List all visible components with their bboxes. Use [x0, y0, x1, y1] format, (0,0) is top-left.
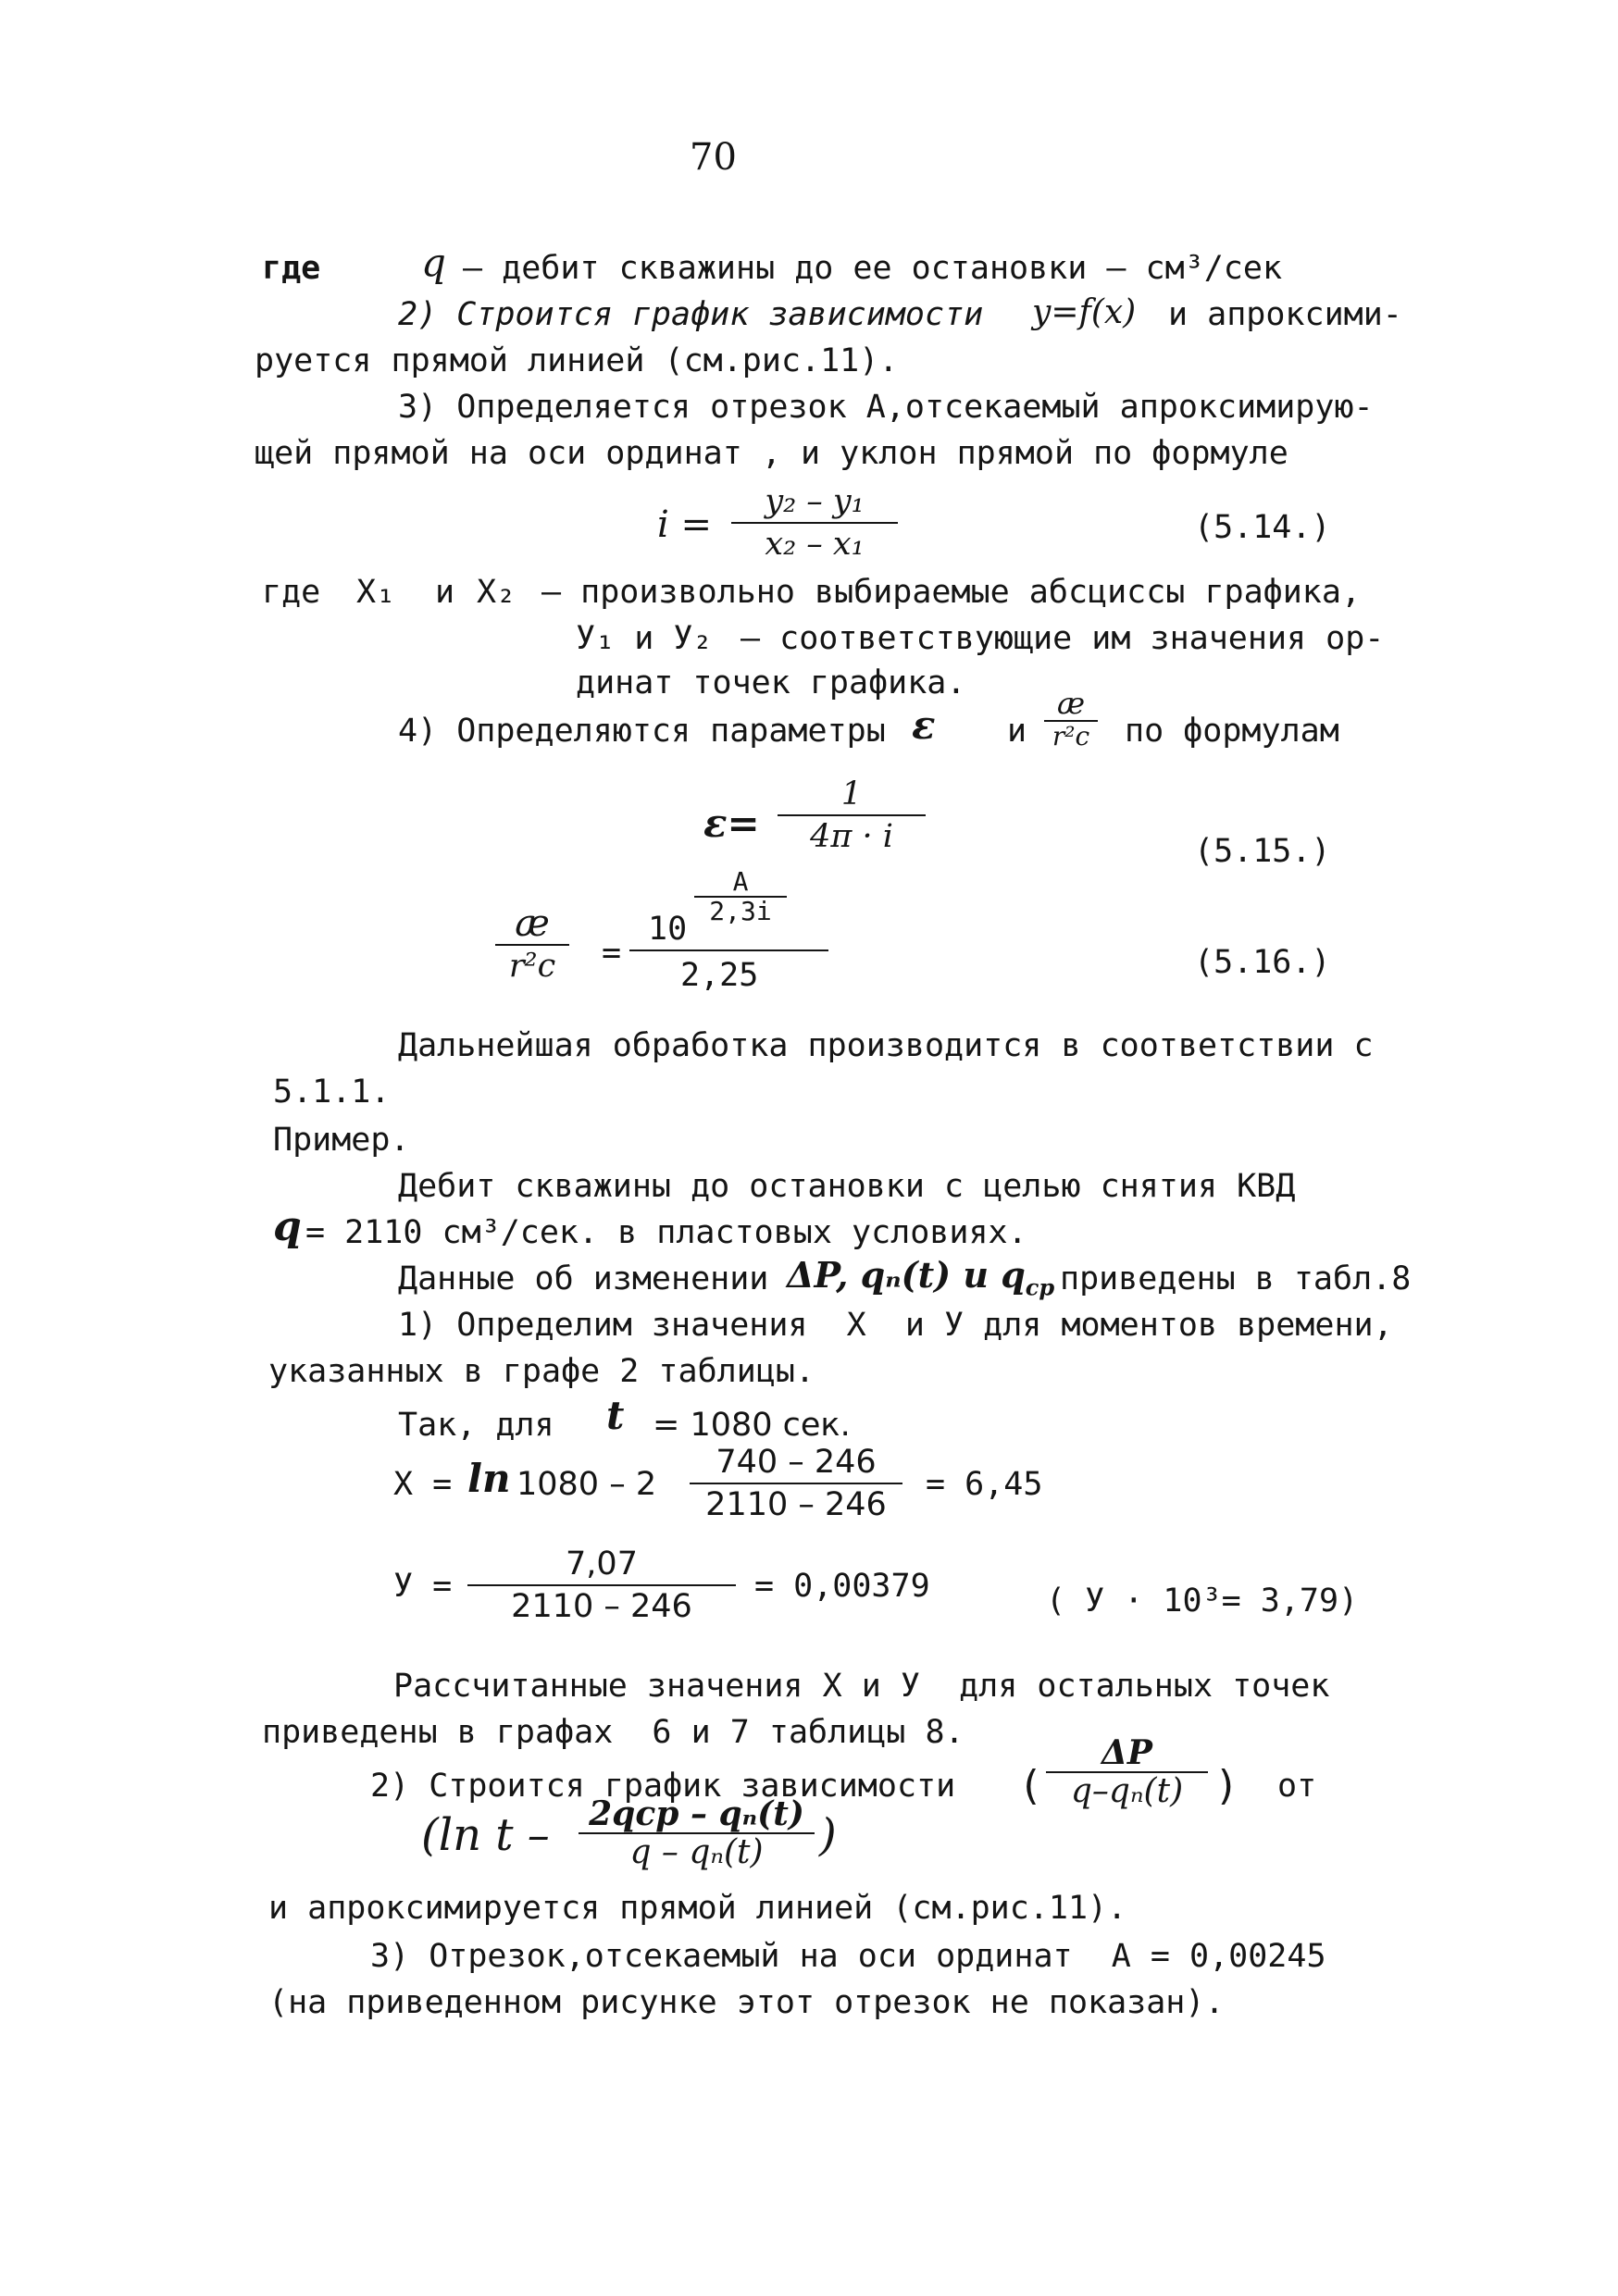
fraction-denominator: q–qₙ(t): [1070, 1772, 1184, 1810]
text-line: Дебит скважины до остановки с целью снятия КВД: [398, 1168, 1296, 1205]
fraction-denominator: r²c: [1052, 721, 1090, 751]
text-line: 3) Отрезок,отсекаемый на оси ординат А = 0,00245: [370, 1938, 1326, 1975]
page-number: 70: [690, 136, 737, 179]
text-line: указанных в графе 2 таблицы.: [268, 1353, 815, 1390]
text-line: по формулам: [1125, 713, 1339, 750]
where-label: где: [262, 574, 321, 611]
text-line: Дальнейшая обработка производится в соответствии с: [398, 1027, 1374, 1064]
symbols-dp-qn-qcp: [787, 1255, 1054, 1309]
text-line: приведены в графах 6 и 7 таблицы 8.: [262, 1714, 965, 1751]
formula-5-16-lhs-fraction: [495, 903, 569, 987]
text-line: динат точек графика.: [576, 664, 966, 701]
text-line: Рассчитанные значения X и У для остальных точек: [393, 1668, 1330, 1705]
ln-t-close: ): [819, 1809, 837, 1861]
symbol-y1-y2: У₁ и У₂: [576, 620, 713, 657]
paren-open: (: [1018, 1762, 1043, 1809]
text-line: и апроксимируется прямой линией (см.рис.11).: [268, 1890, 1127, 1927]
exponent-fraction: [694, 868, 787, 925]
fraction-numerator: y₂ – y₁: [765, 483, 865, 520]
text-line: и: [1007, 713, 1027, 750]
y-result: = 0,00379: [754, 1568, 930, 1605]
symbol-ln: ln: [467, 1456, 511, 1501]
y-fraction: [467, 1544, 736, 1627]
power-base: 10: [648, 911, 688, 948]
equation-number: (5.14.): [1194, 509, 1331, 546]
symbol-epsilon: ε: [912, 702, 936, 748]
text-line: и апроксими-: [1168, 296, 1402, 333]
text-line: = 1080 сек.: [653, 1407, 851, 1444]
fraction-numerator: 2qср – qₙ(t): [589, 1794, 804, 1833]
fraction-numerator: æ: [1056, 686, 1086, 721]
fraction-numerator: æ: [515, 902, 550, 945]
where-label: где: [262, 250, 321, 287]
symbol-x1: X₁: [356, 574, 396, 611]
formula-lhs: i =: [657, 503, 713, 546]
symbol-x2: X₂: [477, 574, 517, 611]
equals-sign: =: [602, 935, 622, 972]
fraction-denominator: 2,3i: [709, 896, 772, 926]
formula-5-15-fraction: [778, 774, 926, 857]
fraction-numerator: 7,07: [566, 1545, 638, 1582]
text-line: 4) Определяются параметры: [398, 713, 886, 750]
inline-kappa-fraction: [1044, 687, 1098, 751]
text-line: и: [435, 574, 455, 611]
main-fraction-bar: [629, 949, 828, 951]
equation-number: (5.16.): [1194, 944, 1331, 981]
text-line: 5.1.1.: [273, 1074, 391, 1111]
symbol-q: q: [421, 240, 446, 285]
fraction-denominator: 2,25: [680, 957, 759, 994]
symbols-text: ΔP, qₙ(t) и q: [787, 1254, 1026, 1296]
text-line: 2) Строится график зависимости: [370, 1768, 956, 1805]
text-line: = 2110 см³/сек. в пластовых условиях.: [305, 1214, 1027, 1251]
x-result: = 6,45: [926, 1466, 1043, 1503]
text-line: 2) Строится график зависимости: [398, 296, 984, 333]
y-scaled-result: ( У · 10³= 3,79): [1046, 1582, 1359, 1620]
text-line: (на приведенном рисунке этот отрезок не показан).: [268, 1984, 1225, 2021]
dp-fraction: [1046, 1734, 1208, 1810]
fraction-numerator: A: [732, 866, 749, 897]
text-line: 3) Определяется отрезок А,отсекаемый апроксимирую-: [398, 389, 1374, 426]
formula-lhs: ε=: [703, 800, 760, 846]
fraction-denominator: 2110 – 246: [705, 1486, 887, 1523]
fraction-denominator: q – qₙ(t): [629, 1833, 764, 1871]
x-fraction: [690, 1442, 902, 1525]
subscript-cp: ср: [1025, 1273, 1055, 1301]
text-line: Пример.: [273, 1122, 410, 1159]
equation-number: (5.15.): [1194, 833, 1331, 870]
fraction-denominator: x₂ – x₁: [765, 526, 865, 563]
function-yfx: y=f(x): [1032, 293, 1137, 331]
ln-t-open: (ln t –: [421, 1809, 550, 1861]
fraction-denominator: 4π · i: [810, 818, 893, 855]
fraction-numerator: ΔP: [1101, 1733, 1152, 1772]
text-line: – соответствующие им значения ор-: [741, 620, 1385, 657]
symbol-q: q: [273, 1203, 302, 1250]
text-line: Так, для: [398, 1407, 554, 1444]
text-line: от: [1277, 1768, 1317, 1805]
symbol-t: t: [606, 1393, 625, 1438]
text-line: приведены в табл.8: [1060, 1260, 1412, 1297]
text-line: щей прямой на оси ординат , и уклон прямой по формуле: [255, 435, 1288, 472]
text-line: Данные об изменении: [398, 1260, 769, 1297]
text-line: – произвольно выбираемые абсциссы графика,: [541, 574, 1362, 611]
fraction-denominator: 2110 – 246: [511, 1588, 692, 1625]
y-lhs: У =: [393, 1568, 453, 1605]
fraction-denominator: r²c: [508, 948, 556, 985]
ln-fraction: [579, 1795, 815, 1871]
x-lhs: X =: [393, 1466, 453, 1503]
paren-close: ): [1214, 1762, 1239, 1809]
formula-5-14-fraction: [731, 481, 898, 565]
text-line: 1080 – 2: [517, 1466, 657, 1503]
fraction-numerator: 1: [840, 776, 863, 813]
text-line: руется прямой линией (см.рис.11).: [255, 342, 899, 379]
text-line: – дебит скважины до ее остановки – см³/сек: [463, 250, 1283, 287]
fraction-numerator: 740 – 246: [716, 1444, 877, 1481]
text-line: 1) Определим значения X и У для моментов времени,: [398, 1307, 1393, 1344]
